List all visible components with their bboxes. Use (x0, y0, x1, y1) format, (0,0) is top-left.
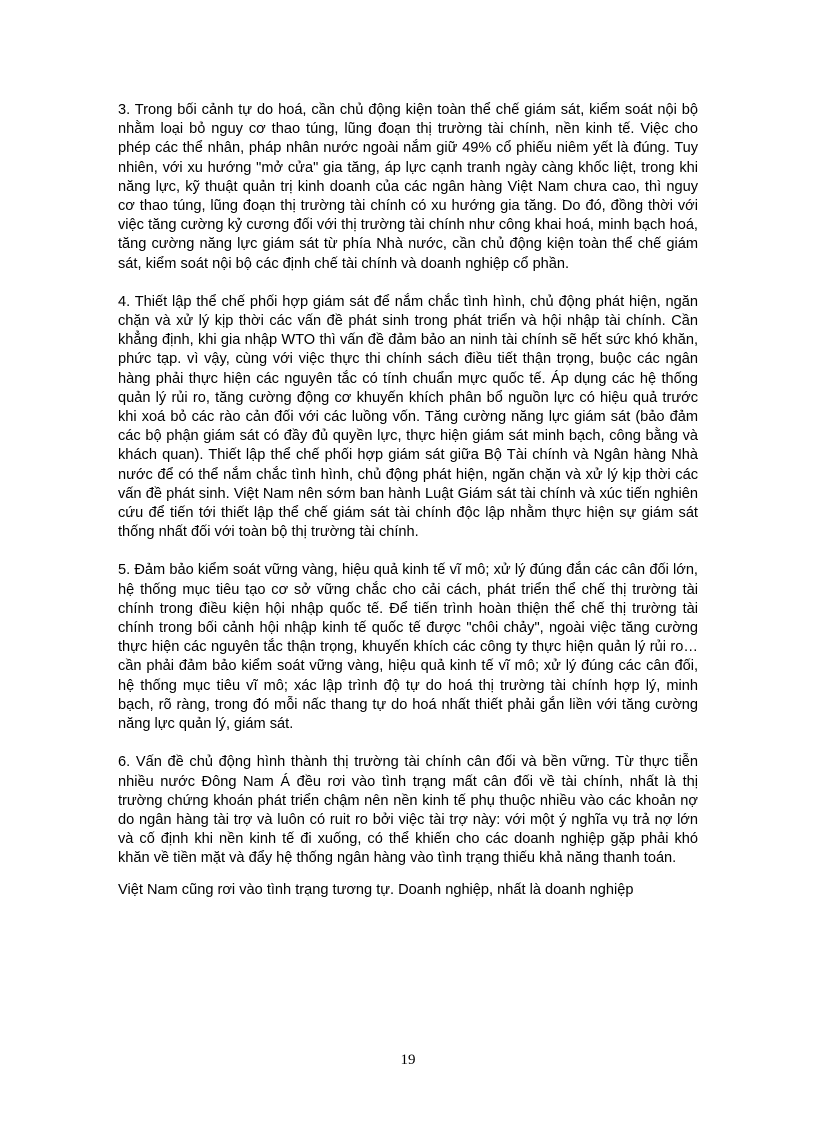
body-text (118, 101, 698, 919)
paragraph-3: 3. Trong bối cảnh tự do hoá, cần chủ động kiện toàn thể chế giám sát, kiểm soát nội bộ nhằm loại bỏ nguy cơ thao túng, lũng đoạn thị trường tài chính, nền kinh tế. Việc cho phép các thể nhân, pháp nhân nước ngoài nắm giữ 49% cổ phiếu niêm yết là đúng. Tuy nhiên, với xu hướng "mở cửa" gia tăng, áp lực cạnh tranh ngày càng khốc liệt, trong khi năng lực, kỹ thuật quản trị kinh doanh của các ngân hàng Việt Nam chưa cao, thì nguy cơ thao túng, lũng đoạn thị trường tài chính có xu hướng gia tăng. Do đó, đồng thời với việc tăng cường kỷ cương đối với thị trường tài chính như công khai hoá, minh bạch hoá, tăng cường năng lực giám sát từ phía Nhà nước, cần chủ động kiện toàn thể chế giám sát, kiểm soát nội bộ các định chế tài chính và doanh nghiệp cổ phần. (118, 102, 698, 272)
paragraph-5: 5. Đảm bảo kiểm soát vững vàng, hiệu quả kinh tế vĩ mô; xử lý đúng đắn các cân đối lớn, hệ thống mục tiêu tạo cơ sở vững chắc cho cải cách, phát triển thể chế thị trường tài chính trong điều kiện hội nhập quốc tế. Để tiến trình hoàn thiện thể chế thị trường tài chính trong bối cảnh hội nhập kinh tế quốc tế được "chôi chảy", ngoài việc tăng cường thực hiện các nguyên tắc thận trọng, khuyến khích các công ty thực hiện quản lý rủi ro… cần phải đảm bảo kiểm soát vững vàng, hiệu quả kinh tế vĩ mô; xử lý đúng các cân đối, hệ thống mục tiêu vĩ mô; xác lập trình độ tự do hoá thị trường tài chính hợp lý, minh bạch, rõ ràng, trong đó mỗi nấc thang tự do hoá nhất thiết phải gắn liền với tăng cường năng lực quản lý, giám sát. (118, 562, 698, 733)
page-number: 19 (400, 1052, 416, 1068)
paragraph-4: 4. Thiết lập thể chế phối hợp giám sát để nắm chắc tình hình, chủ động phát hiện, ngăn chặn và xử lý kịp thời các vấn đề phát sinh trong phát triển và hội nhập tài chính. Cần khẳng định, khi gia nhập WTO thì vấn đề đảm bảo an ninh tài chính sẽ hết sức khó khăn, phức tạp. vì vậy, cùng với việc thực thi chính sách điều tiết thận trọng, buộc các ngân hàng phải thực hiện các nguyên tắc có tính chuẩn mực quốc tế. Áp dụng các hệ thống quản lý rủi ro, tăng cường động cơ khuyến khích phân bổ nguồn lực có hiệu quả trước khi xoá bỏ các rào cản đối với các luồng vốn. Tăng cường năng lực giám sát (bảo đảm các bộ phận giám sát có đầy đủ quyền lực, thực hiện giám sát minh bạch, công bằng và khách quan). Thiết lập thể chế phối hợp giám sát giữa Bộ Tài chính và Ngân hàng Nhà nước để có thể nắm chắc tình hình, chủ động phát hiện, ngăn chặn và xử lý kịp thời các vấn đề phát sinh. Việt Nam nên sớm ban hành Luật Giám sát tài chính và xúc tiến nghiên cứu để tiến tới thiết lập thể chế giám sát tài chính độc lập nhằm thực hiện sự giám sát thống nhất đối với toàn bộ thị trường tài chính. (118, 293, 698, 541)
paragraph-continuation: Việt Nam cũng rơi vào tình trạng tương tự. Doanh nghiệp, nhất là doanh nghiệp (118, 881, 634, 898)
paragraph-6: 6. Vấn đề chủ động hình thành thị trường tài chính cân đối và bền vững. Từ thực tiễn nhiều nước Đông Nam Á đều rơi vào tình trạng mất cân đối về tài chính, nhất là thị trường chứng khoán phát triển chậm nên nền kinh tế phụ thuộc nhiều vào các khoản nợ do ngân hàng tài trợ và luôn có ruit ro bởi việc tài trợ này: với một ý nghĩa vụ trả nợ lớn và cố định khi nền kinh tế đi xuống, có thể khiến cho các doanh nghiệp gặp phải khó khăn về tiền mặt và đẩy hệ thống ngân hàng vào tình trạng thiếu khả năng thanh toán. (118, 754, 698, 867)
